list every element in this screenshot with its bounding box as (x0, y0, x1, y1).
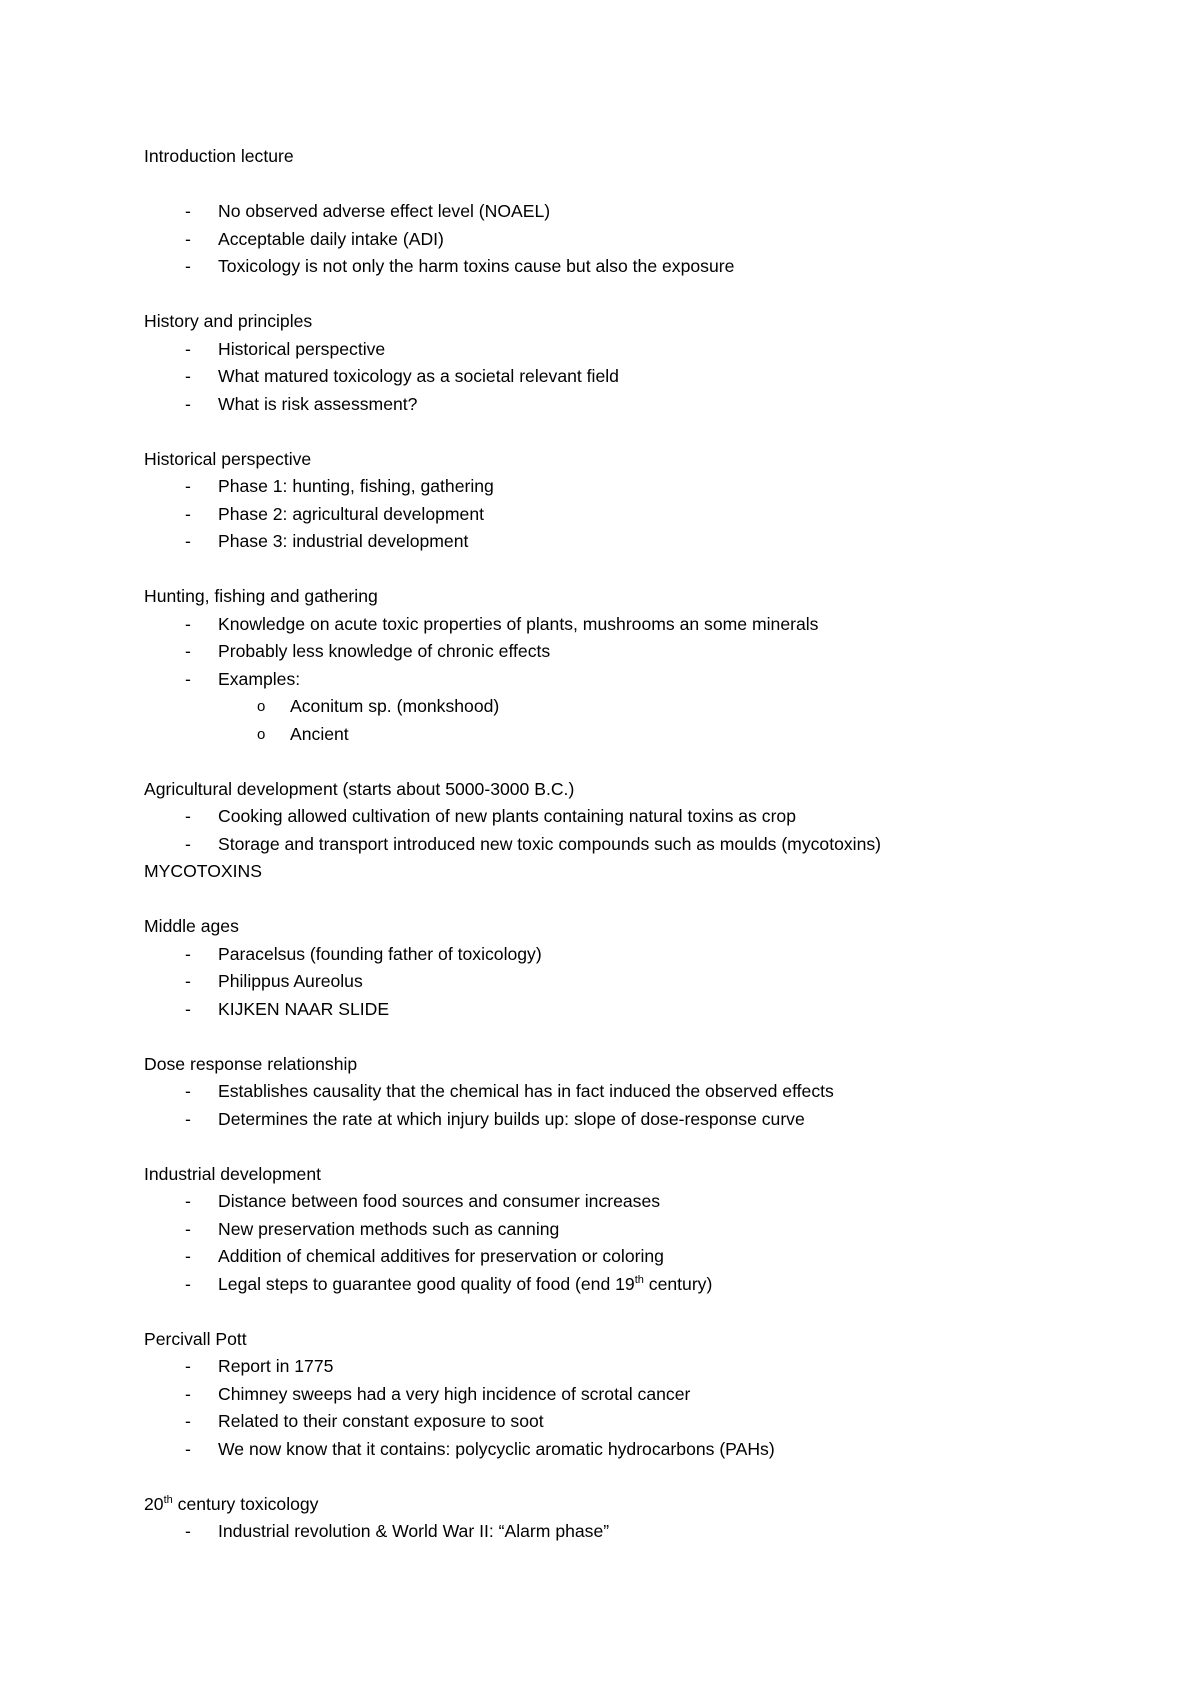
bullet-list (144, 1188, 1104, 1298)
bullet-dash: - (185, 1438, 191, 1459)
list-item-text: Historical perspective (218, 338, 386, 359)
section-heading: Middle ages (144, 916, 239, 936)
list-item-text: We now know that it contains: polycyclic aromatic hydrocarbons (PAHs) (218, 1438, 775, 1459)
list-item (144, 336, 1104, 364)
list-item-text: Storage and transport introduced new toxic compounds such as moulds (mycotoxins) (218, 833, 882, 854)
list-item (144, 941, 1104, 969)
list-item-text: Legal steps to guarantee good quality of food (end 19 (218, 1273, 635, 1294)
section-hunting-fishing-gathering (144, 583, 1104, 748)
bullet-dash: - (185, 1411, 191, 1431)
list-item-text: Report in 1775 (218, 1356, 334, 1376)
list-item-text-tail: century) (643, 1273, 713, 1294)
list-item-text: Establishes causality that the chemical has in fact induced the observed effects (218, 1081, 834, 1101)
section-middle-ages (144, 913, 1104, 1023)
bullet-dash: - (185, 228, 191, 249)
bullet-dash: - (185, 998, 191, 1019)
list-item (144, 363, 1104, 391)
list-item-text: Chimney sweeps had a very high incidence of scrotal cancer (218, 1383, 691, 1404)
heading-tail: century toxicology (172, 1493, 319, 1514)
list-item (144, 996, 1104, 1024)
superscript: th (163, 1493, 173, 1506)
list-item-text: Industrial revolution & World War II: “Alarm phase” (218, 1521, 610, 1541)
list-item (144, 611, 1104, 639)
bullet-dash: - (185, 393, 191, 414)
bullet-dash: - (185, 943, 191, 964)
section-agricultural-development (144, 776, 1104, 886)
bullet-dash: - (185, 1246, 191, 1266)
sub-bullet: o (257, 698, 266, 715)
sub-list-item (144, 693, 1104, 721)
section-industrial-development (144, 1161, 1104, 1299)
list-item-text: Paracelsus (founding father of toxicology) (218, 943, 542, 964)
bullet-dash: - (185, 1081, 191, 1101)
list-item-text: What is risk assessment? (218, 393, 418, 414)
bullet-list (144, 473, 1104, 556)
list-item-text: Examples: (218, 668, 301, 689)
list-item-text-with-superscript (218, 1271, 712, 1299)
sub-bullet: o (257, 725, 266, 743)
bullet-list (144, 198, 1104, 281)
list-item-text: Knowledge on acute toxic properties of plants, mushrooms an some minerals (218, 613, 819, 634)
list-item (144, 1353, 1104, 1381)
bullet-dash: - (185, 613, 191, 634)
list-item-text: Distance between food sources and consumer increases (218, 1191, 661, 1211)
bullet-dash: - (185, 476, 191, 496)
bullet-dash: - (185, 531, 191, 551)
list-item (144, 253, 1104, 281)
section-heading: Hunting, fishing and gathering (144, 586, 378, 606)
bullet-list (144, 1518, 1104, 1546)
sub-list-item-text: Ancient (290, 723, 349, 744)
list-item (144, 1408, 1104, 1436)
bullet-dash: - (185, 1273, 191, 1294)
list-item-text: Phase 2: agricultural development (218, 503, 485, 524)
blank-line (144, 171, 1104, 199)
list-item (144, 831, 1104, 859)
section-heading (144, 1491, 1104, 1519)
list-item (144, 528, 1104, 556)
list-item-text: Toxicology is not only the harm toxins cause but also the exposure (218, 256, 735, 276)
list-item (144, 1436, 1104, 1464)
heading-prefix: 20 (144, 1493, 164, 1514)
list-item (144, 1271, 1104, 1299)
list-item (144, 1216, 1104, 1244)
list-item-text: Cooking allowed cultivation of new plants containing natural toxins as crop (218, 806, 796, 826)
section-introduction-lecture (144, 143, 1104, 281)
section-heading: Percivall Pott (144, 1328, 247, 1349)
bullet-dash: - (185, 1218, 191, 1239)
bullet-dash: - (185, 1383, 191, 1404)
list-item-text: Acceptable daily intake (ADI) (218, 228, 444, 249)
list-item (144, 1243, 1104, 1271)
bullet-list (144, 336, 1104, 419)
list-item-text: No observed adverse effect level (NOAEL) (218, 201, 551, 221)
bullet-dash: - (185, 641, 191, 661)
section-heading: Agricultural development (starts about 5000-3000 B.C.) (144, 778, 575, 799)
list-item (144, 638, 1104, 666)
bullet-dash: - (185, 366, 191, 386)
bullet-list (144, 941, 1104, 1024)
list-item (144, 1078, 1104, 1106)
section-heading: Industrial development (144, 1163, 322, 1184)
bullet-dash: - (185, 1356, 191, 1376)
bullet-dash: - (185, 1521, 191, 1541)
bullet-dash: - (185, 1191, 191, 1211)
bullet-list (144, 1078, 1104, 1133)
list-item (144, 803, 1104, 831)
list-item (144, 391, 1104, 419)
list-item (144, 501, 1104, 529)
sub-list-item (144, 721, 1104, 749)
list-item (144, 968, 1104, 996)
section-percivall-pott (144, 1326, 1104, 1464)
list-item-text: Phase 3: industrial development (218, 531, 469, 551)
list-item (144, 226, 1104, 254)
list-item-text: Phase 1: hunting, fishing, gathering (218, 476, 494, 496)
list-item-text: Related to their constant exposure to soot (218, 1411, 544, 1431)
section-heading: History and principles (144, 311, 313, 331)
list-item (144, 1106, 1104, 1134)
list-item-text: KIJKEN NAAR SLIDE (218, 998, 390, 1019)
section-20th-century-toxicology (144, 1491, 1104, 1546)
list-item-text: What matured toxicology as a societal relevant field (218, 366, 619, 386)
section-heading: Dose response relationship (144, 1053, 358, 1074)
list-item-text: Probably less knowledge of chronic effects (218, 641, 551, 661)
section-heading: Introduction lecture (144, 146, 294, 166)
list-item (144, 473, 1104, 501)
bullet-dash: - (185, 668, 191, 689)
bullet-dash: - (185, 503, 191, 524)
list-item-text: Addition of chemical additives for preservation or coloring (218, 1246, 664, 1266)
sub-list-item-text: Aconitum sp. (monkshood) (290, 696, 500, 716)
list-item-text: Philippus Aureolus (218, 971, 363, 991)
bullet-list (144, 803, 1104, 858)
list-item-text: New preservation methods such as canning (218, 1218, 560, 1239)
trailing-note: MYCOTOXINS (144, 861, 262, 881)
bullet-list (144, 611, 1104, 749)
list-item (144, 666, 1104, 694)
section-historical-perspective (144, 446, 1104, 556)
bullet-dash: - (185, 833, 191, 854)
list-item (144, 1381, 1104, 1409)
list-item (144, 1188, 1104, 1216)
bullet-dash: - (185, 201, 191, 221)
section-dose-response (144, 1051, 1104, 1134)
bullet-dash: - (185, 1108, 191, 1129)
bullet-list (144, 1353, 1104, 1463)
superscript: th (634, 1273, 644, 1286)
section-history-and-principles (144, 308, 1104, 418)
bullet-dash: - (185, 256, 191, 276)
bullet-dash: - (185, 338, 191, 359)
section-heading: Historical perspective (144, 448, 312, 469)
bullet-dash: - (185, 806, 191, 826)
bullet-dash: - (185, 971, 191, 991)
list-item-text: Determines the rate at which injury builds up: slope of dose-response curve (218, 1108, 805, 1129)
document-body (144, 143, 1104, 1546)
list-item (144, 198, 1104, 226)
list-item (144, 1518, 1104, 1546)
